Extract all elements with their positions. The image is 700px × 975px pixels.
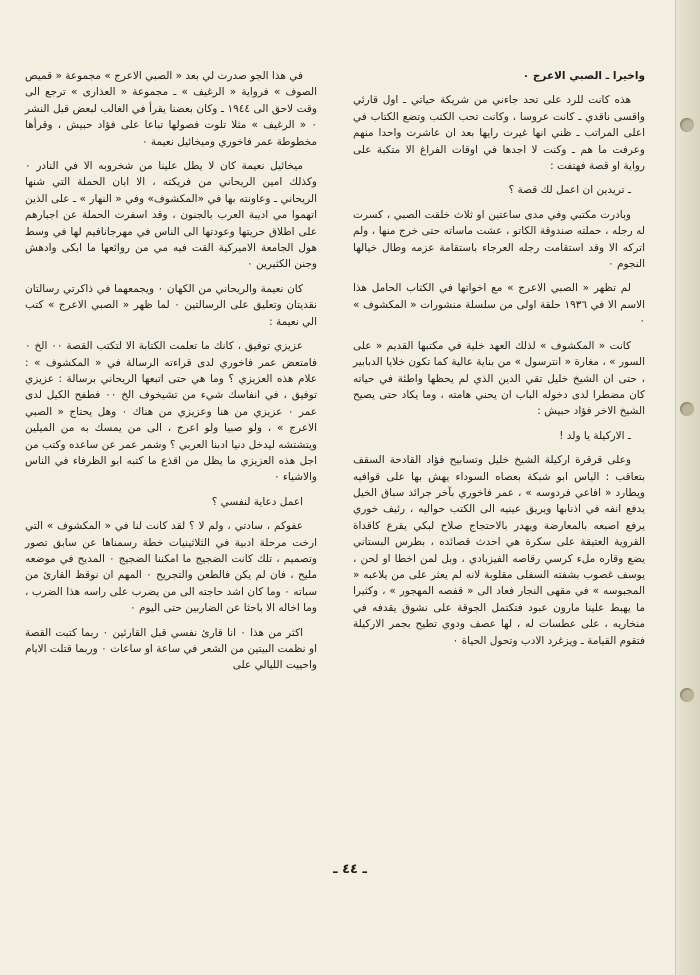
page-number: ـ ٤٤ ـ [333, 862, 367, 877]
section-heading: واخيرا ـ الصبي الاعرج ٠ [522, 70, 645, 82]
paragraph: وبادرت مكتبي وفي مدى ساعتين او ثلاث خلقت الصبي ، كسرت له رجله ، حملته صندوقة الكاتو ، عشت ماساته حتى خرج منها ، ولم اتركه الا وقد استقامت رجله العرجاء باستقامة عزمه وطال خيالها النجوم ٠ [353, 208, 645, 271]
left-text-column [25, 68, 317, 682]
page-binding-edge [675, 0, 700, 975]
binding-hole [680, 118, 694, 132]
paragraph: كان نعيمة والريحاني من الكهان ٠ ويجمعهما في ذاكرتي رسالتان نقديتان وتعليق على الرسالتين ٠ لما ظهر « الصبي الاعرج » كتب الي نعيمة : [25, 282, 317, 328]
paragraph: عزيزي توفيق ، كانك ما تعلمت الكتابة الا لتكتب القصة ٠٠ الخ ٠ فامتعض عمر فاخوري لدى قراءته الرسالة في « المكشوف » : علام هذه العزيزي ؟ وما هي حتى اتبعها الريحاني برسالة : عزيزي توفيق ، في انفاسك شيء من تشيخوف الخ ٠٠ فطفح الكيل لدى عمر ٠ عزيزي من هنا وعزيزي من هناك ٠ وهل يحتاج « الصبي الاعرج » ، ولو صبيا ولو اعرج ، الى من يمسك به من الميلين ويتشتشه ليدخل دنيا ادبنا العربي ؟ وشمر عمر عن ساعده وكتب من اجل هذه العزيزي ما يظل من اقذع ما كتبه ابو الظرفاء في الناس والاشياء ٠ [25, 340, 318, 484]
binding-hole [680, 402, 694, 416]
paragraph: ـ الاركيلة يا ولد ! [559, 429, 631, 442]
paragraph: عفوكم ، سادتي ، ولم لا ؟ لقد كانت لنا في « المكشوف » التي ارخت مرحلة ادبية في الثلاثينيات خطة رسمناها عن سابق تصور وتصميم ، تلك كانت الضجيج ما امكننا الضجيج ٠ المديح في موضعه مليح ، فان لم يكن فالطعن والتجريح ٠ المهم ان نوقظ القارئ من سباته ٠ وما كان اشد حاجته الى من يضرب على راسه هذا الضرب ، وما اخاله الا باحثا عن الضاربين حتى اليوم ٠ [25, 520, 318, 615]
paragraph: اكثر من هذا ٠ انا قارئ نفسي قبل القارئين ٠ ربما كتبت القصة او نظمت البيتين من الشعر في ساعة او ساعات ٠ وربما قتلت الايام واحييت الليالي على [25, 626, 317, 672]
paragraph: ـ تريدين ان اعمل لك قصة ؟ [508, 184, 631, 197]
paragraph: هذه كانت للرد على تحد جاءني من شريكة حياتي ـ اول قارئي واقسى ناقدي ـ كانت عروسا ، وكانت تحب الكتب وتضع الكتاب في اعلى المراتب ـ ظني انها غيرت رايها بعد ان عاشرت واحدا منهم وعرفت ما هم ـ وكنت لا اجدها في اوقات الفراغ الا متكبة على رواية او قصة فهتفت : [353, 94, 645, 173]
paragraph: كانت « المكشوف » لذلك العهد خلية في مكتبها القديم « على السور » ، مغارة « انترسول » من بناية عالية كما تكون خلايا الدبابير ، حتى ان الشيخ خليل تقي الدين الذي لم يحظها واطئة في حياته كان مضطرا لدى دخوله الباب ان يحني هامته ، وما يكاد حتى يصيح الشيخ الاخر فؤاد حبيش : [353, 339, 645, 418]
binding-hole [680, 688, 694, 702]
paragraph: لم تظهر « الصبي الاعرج » مع اخواتها في الكتاب الحامل هذا الاسم الا في ١٩٣٦ حلقة اولى من سلسلة منشورات « المكشوف » ٠ [353, 282, 645, 328]
paragraph: في هذا الجو صدرت لي بعد « الصبي الاعرج » مجموعة « قميص الصوف » فرواية « الرغيف » ـ مجموعة « العذارى » ترجع الى وقت لاحق الى ١٩٤٤ ـ وكان بعضنا يقرأ في الغالب لبعض قبل النشر ٠ « الرغيف » مثلا تلوت فصولها تباعا على فؤاد حبيش ، وقرأها مخطوطة عمر فاخوري وميخائيل نعيمة ٠ [24, 70, 317, 148]
paragraph: اعمل دعاية لنفسي ؟ [211, 495, 303, 508]
paragraph: ميخائيل نعيمة كان لا يطل علينا من شخروبه الا في النادر ٠ وكذلك امين الريحاني من فريكته ، الا ابان الحملة التي شنها الريحاني ـ وعاونته بها في «المكشوف» وفي « النهار » ـ على الذين اتهموا مي اديبة العرب بالجنون ، وقد اسفرت الحملة عن اجبارهم على اطلاق حريتها وعودتها الى الناس في مهرجانافيم لها في وسط هول الجامعة الاميركية القت فيه مي من روائعها ما ابكى وادهش وجنن الكثيرين ٠ [25, 160, 317, 271]
right-text-column [353, 68, 645, 657]
paragraph: وعلى قرقرة اركيلة الشيخ خليل وتسابيح فؤاد القادحة السقف بتعاقب : الياس ابو شبكة بعصاه السوداء يهش بها على قوافيه ويطارد « افاعي فردوسه » ، عمر فاخوري بآخر جرائد سباق الخيل يدفع انفه في اذنابها ويريق عينيه الى الكتب حواليه ، رئيف خوري يرفع اصبعه بالمعارضة ويهدر بالاحتجاج صلاح لبكي يقرع كاقداة القروية العتيقة على سكرة هي احدث قصائده ، بطرس البستاني يضع وقاره ملء كرسي رقاصه الفيزبادي ، وبل لمن اخطا او لحن ، يوسف غصوب بشفته السفلى مقلوبة لانه لم يعثر على من يلاعبه « المجبوسه » في مقهى النجار فعاد الى « قفصه المهجور » ، وكثيرا ما يهبط علينا مارون عبود فتكتمل الجوقة على نشوق يقدفه في منخاريه ، على عطسات له ، لها عصف ودوي تطيح بجمر الاركيلة فتقوم القيامة ـ ويزغرد الادب وتحول الحياة ٠ [353, 454, 645, 647]
